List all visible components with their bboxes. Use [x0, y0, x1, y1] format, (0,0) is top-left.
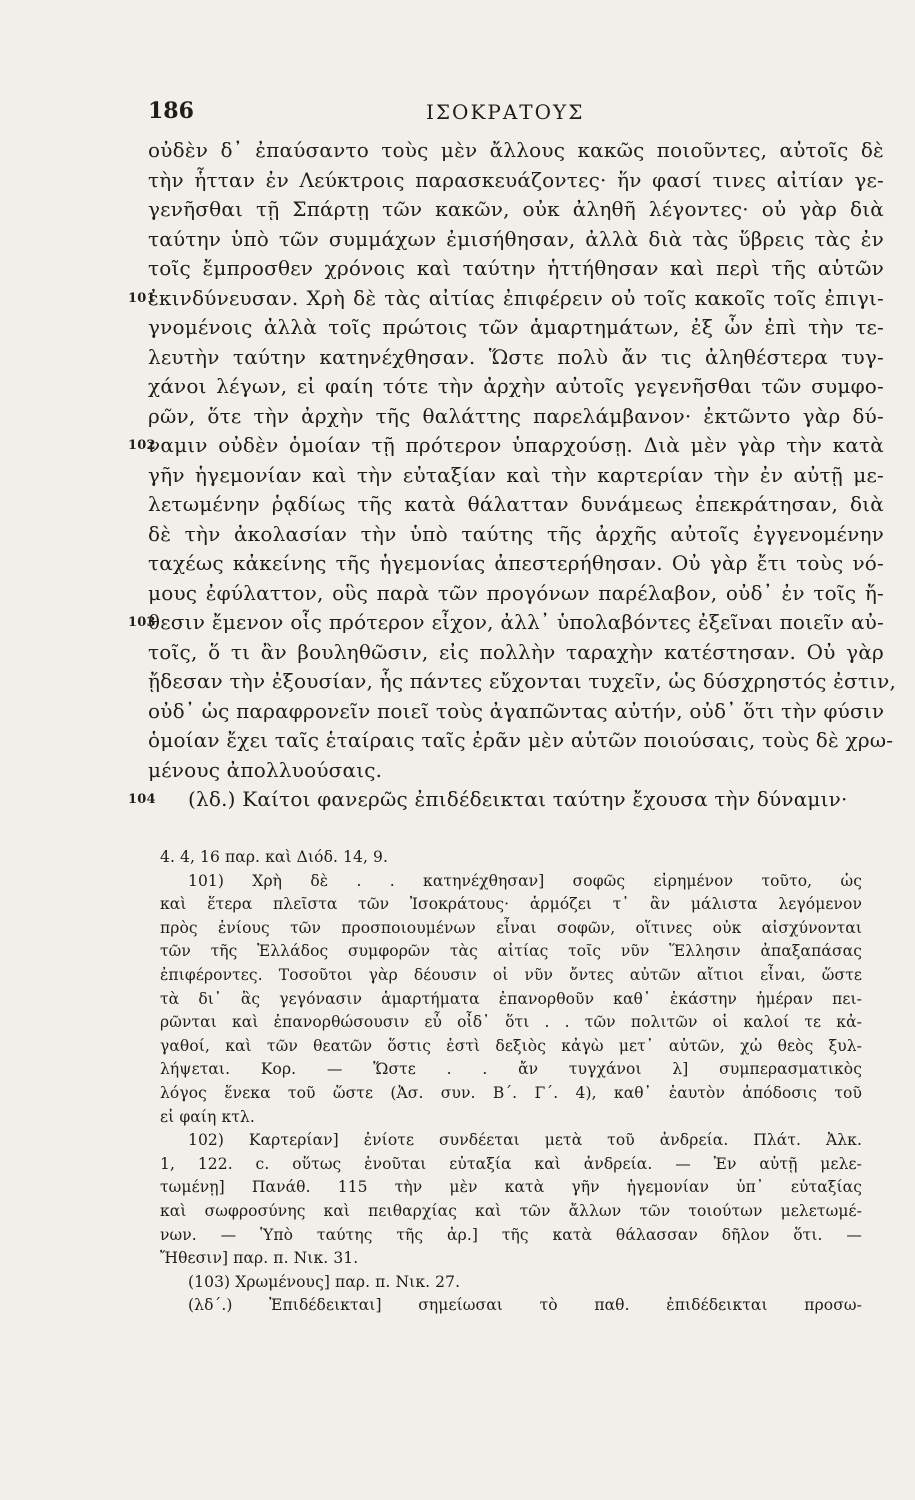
- line-text: μένους ἀπολλυούσαις.: [148, 757, 383, 782]
- footnote-line: τὰ δι᾽ ἃς γεγόνασιν ἁμαρτήματα ἐπανορθοῦν καθ᾽ ἑκάστην ἡμέραν πει-: [160, 989, 862, 1008]
- text-line: [148, 726, 894, 756]
- line-text: γνομένοις ἀλλὰ τοῖς πρώτοις τῶν ἁμαρτημάτων, ἐξ ὧν ἐπὶ τὴν τε-: [148, 315, 884, 339]
- line-text: οὐδ᾽ ὡς παραφρονεῖν ποιεῖ τοὺς ἀγαπῶντας αὐτήν, οὐδ᾽ ὅτι τὴν φύσιν: [148, 698, 885, 723]
- footnote-line: καὶ ἕτερα πλεῖστα τῶν Ἰσοκράτους· ἁρμόζει τ᾽ ἂν μάλιστα λεγόμενον: [160, 895, 862, 914]
- text-line: [148, 638, 884, 668]
- text-line: [148, 136, 884, 166]
- text-line: [148, 166, 884, 196]
- footnote-line: τῶν τῆς Ἑλλάδος συμφορῶν τὰς αἰτίας τοῖς νῦν Ἕλλησιν ἀπαξαπάσας: [160, 942, 862, 961]
- footnote-line: τωμένῃ] Πανάθ. 115 τὴν μὲν κατὰ γῆν ἡγεμονίαν ὑπ᾽ εὐταξίας: [160, 1178, 862, 1197]
- line-text: γενῆσθαι τῇ Σπάρτῃ τῶν κακῶν, οὐκ ἀληθῆ λέγοντες· οὐ γὰρ διὰ: [148, 197, 884, 221]
- footnote-line: ρῶνται καὶ ἐπανορθώσουσιν εὖ οἶδ᾽ ὅτι . . τῶν πολιτῶν οἱ καλοί τε κἀ-: [160, 1013, 862, 1032]
- line-text: γῆν ἡγεμονίαν καὶ τὴν εὐταξίαν καὶ τὴν καρτερίαν τὴν ἐν αὐτῇ με-: [148, 462, 884, 487]
- text-line: [148, 579, 884, 609]
- text-line: [148, 225, 884, 255]
- line-text: λετωμένην ῥᾳδίως τῆς κατὰ θάλατταν δυνάμεως ἐπεκράτησαν, διὰ: [148, 492, 884, 516]
- footnote-line: 101) Χρὴ δὲ . . κατηνέχθησαν] σοφῶς εἰρημένον τοῦτο, ὡς: [188, 871, 862, 890]
- line-text: ᾔδεσαν τὴν ἐξουσίαν, ἧς πάντες εὔχονται τυχεῖν, ὡς δύσχρηστός ἐστιν,: [148, 669, 897, 693]
- line-text: τοῖς, ὅ τι ἂν βουληθῶσιν, εἰς πολλὴν ταραχὴν κατέστησαν. Οὐ γὰρ: [148, 639, 884, 664]
- line-text: ταύτην ὑπὸ τῶν συμμάχων ἐμισήθησαν, ἀλλὰ διὰ τὰς ὕβρεις τὰς ἐν: [148, 226, 884, 251]
- footnote-line: καὶ σωφροσύνης καὶ πειθαρχίας καὶ τῶν ἄλλων τῶν τοιούτων μελετωμέ-: [160, 1201, 862, 1220]
- line-text: μους ἐφύλαττον, οὓς παρὰ τῶν προγόνων παρέλαβον, οὐδ᾽ ἐν τοῖς ἤ-: [148, 580, 884, 605]
- text-line: [148, 520, 884, 550]
- page-number: 186: [148, 98, 194, 124]
- text-line: [148, 461, 884, 491]
- text-line: [128, 608, 884, 638]
- text-line: [148, 697, 884, 727]
- text-line: [128, 785, 884, 815]
- section-number: 103: [128, 615, 156, 630]
- line-text: χάνοι λέγων, εἰ φαίη τότε τὴν ἀρχὴν αὐτοῖς γεγενῆσθαι τῶν συμφο-: [148, 374, 884, 398]
- footnote-line: Ἤθεσιν] παρ. π. Νικ. 31.: [160, 1249, 359, 1268]
- section-number: 104: [128, 792, 156, 807]
- line-text: ρῶν, ὅτε τὴν ἀρχὴν τῆς θαλάττης παρελάμβανον· ἐκτῶντο γὰρ δύ-: [148, 403, 884, 428]
- text-line: [128, 431, 884, 461]
- text-line: [148, 372, 884, 402]
- line-text: οὐδὲν δ᾽ ἐπαύσαντο τοὺς μὲν ἄλλους κακῶς ποιοῦντες, αὐτοῖς δὲ: [148, 138, 884, 162]
- line-text: δὲ τὴν ἀκολασίαν τὴν ὑπὸ ταύτης τῆς ἀρχῆς αὐτοῖς ἐγγενομένην: [148, 521, 884, 546]
- section-number: 101: [128, 290, 156, 306]
- footnote-line: 102) Καρτερίαν] ἐνίοτε συνδέεται μετὰ τοῦ ἀνδρεία. Πλάτ. Ἀλκ.: [188, 1131, 862, 1150]
- page-header: [148, 98, 875, 132]
- footnote-line: λήψεται. Κορ. — Ὥστε . . ἄν τυγχάνοι λ] συμπερασματικὸς: [160, 1060, 862, 1079]
- text-line: [148, 549, 884, 579]
- text-line: [148, 490, 884, 520]
- footnote-line: 4. 4, 16 παρ. καὶ Διόδ. 14, 9.: [160, 848, 389, 866]
- section-number: 102: [128, 438, 156, 453]
- footnote-line: (103) Χρωμένους] παρ. π. Νικ. 27.: [188, 1272, 461, 1291]
- text-line: [148, 313, 884, 343]
- footnote-line: εἰ φαίη κτλ.: [160, 1107, 255, 1126]
- text-line: [148, 254, 884, 284]
- line-text: ἐκινδύνευσαν. Χρὴ δὲ τὰς αἰτίας ἐπιφέρειν οὐ τοῖς κακοῖς τοῖς ἐπιγι-: [148, 285, 884, 310]
- footnote-line: πρὸς ἐνίους τῶν προσποιουμένων εἶναι σοφῶν, οἵτινες οὐκ αἰσχύνονται: [160, 918, 862, 937]
- line-text: ὁμοίαν ἔχει ταῖς ἑταίραις ταῖς ἐρᾶν μὲν αὑτῶν ποιούσαις, τοὺς δὲ χρω-: [148, 728, 894, 752]
- text-line: [128, 284, 884, 314]
- text-line: [148, 667, 897, 697]
- main-text: [128, 136, 897, 815]
- footnote-line: 1, 122. c. οὕτως ἑνοῦται εὐταξία καὶ ἀνδρεία. — Ἐν αὐτῇ μελε-: [160, 1154, 862, 1173]
- footnote-line: νων. — Ὑπὸ ταύτης τῆς ἀρ.] τῆς κατὰ θάλασσαν δῆλον ὅτι. —: [160, 1225, 862, 1244]
- line-text: θεσιν ἔμενον οἷς πρότερον εἶχον, ἀλλ᾽ ὑπολαβόντες ἐξεῖναι ποιεῖν αὐ-: [148, 610, 884, 634]
- footnotes: [160, 846, 862, 1318]
- line-text: τοῖς ἔμπροσθεν χρόνοις καὶ ταύτην ἡττήθησαν καὶ περὶ τῆς αὑτῶν: [148, 256, 884, 280]
- footnote-line: (λδ΄.) Ἐπιδέδεικται] σημείωσαι τὸ παθ. ἐπιδέδεικται προσω-: [188, 1296, 862, 1315]
- text-line: [148, 343, 884, 373]
- text-line: [148, 756, 884, 786]
- line-text: τὴν ἧτταν ἐν Λεύκτροις παρασκευάζοντες· ἥν φασί τινες αἰτίαν γε-: [148, 167, 884, 192]
- text-line: [148, 195, 884, 225]
- running-head: ΙΣΟΚΡΑΤΟΥΣ: [426, 100, 585, 124]
- line-text: (λδ.) Καίτοι φανερῶς ἐπιδέδεικται ταύτην ἔχουσα τὴν δύναμιν·: [188, 787, 848, 811]
- footnote-line: ἐπιφέροντες. Τοσοῦτοι γὰρ δέουσιν οἱ νῦν ὄντες αὐτῶν αἴτιοι εἶναι, ὥστε: [160, 965, 862, 984]
- footnote-line: λόγος ἕνεκα τοῦ ὥστε (Ἀσ. συν. Β΄. Γ΄. 4), καθ᾽ ἑαυτὸν ἀπόδοσις τοῦ: [160, 1083, 862, 1102]
- footnote-line: γαθοί, καὶ τῶν θεατῶν ὅστις ἐστὶ δεξιὸς κἀγὼ μετ᾽ αὐτῶν, χὠ θεὸς ξυλ-: [160, 1036, 862, 1055]
- line-text: λευτὴν ταύτην κατηνέχθησαν. Ὥστε πολὺ ἄν τις ἀληθέστερα τυγ-: [148, 344, 884, 369]
- line-text: ταχέως κἀκείνης τῆς ἡγεμονίας ἀπεστερήθησαν. Οὐ γὰρ ἔτι τοὺς νό-: [148, 551, 884, 575]
- line-text: ναμιν οὐδὲν ὁμοίαν τῇ πρότερον ὑπαρχούσῃ. Διὰ μὲν γὰρ τὴν κατὰ: [148, 433, 884, 457]
- text-line: [148, 402, 884, 432]
